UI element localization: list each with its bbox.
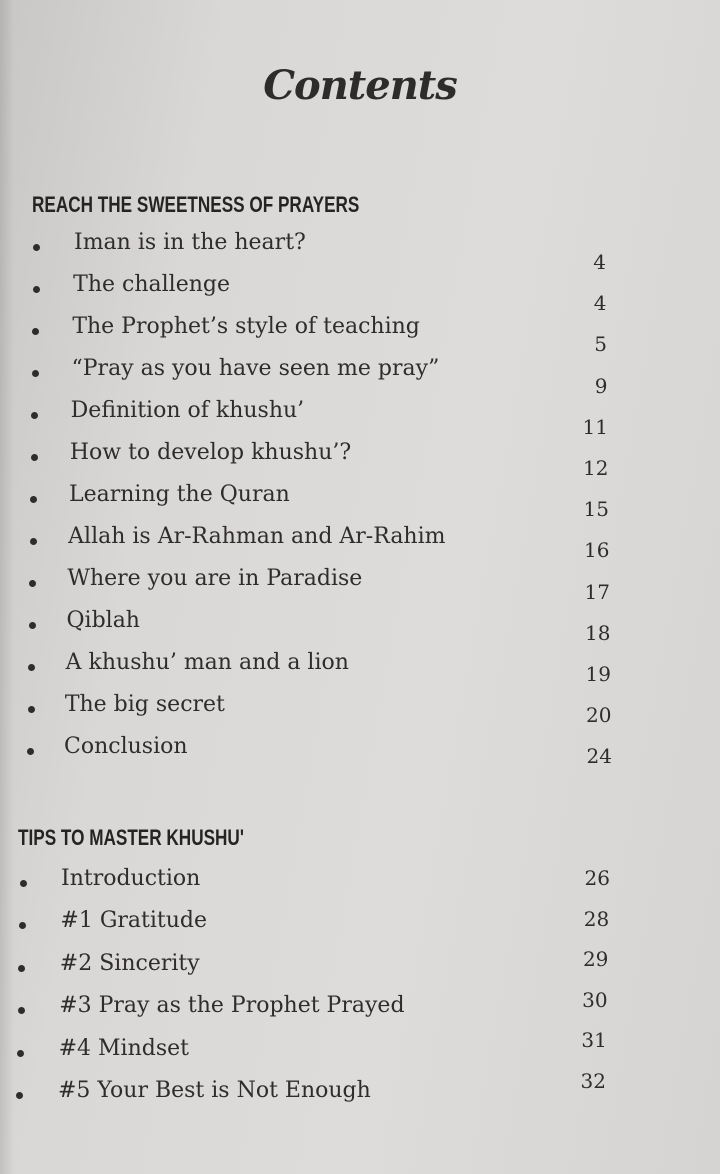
toc-entry: [0, 272, 720, 316]
bullet-icon: [18, 965, 25, 972]
toc-entry: [0, 566, 720, 606]
toc-entry-label: “Pray as you have seen me pray”: [71, 356, 440, 381]
toc-entry-label: Learning the Quran: [69, 482, 290, 507]
bullet-icon: [33, 286, 40, 293]
toc-entry-page-number: 11: [582, 414, 608, 439]
toc-entry-label: #5 Your Best is Not Enough: [58, 1078, 371, 1103]
bullet-icon: [32, 328, 39, 335]
toc-entry-label: #3 Pray as the Prophet Prayed: [59, 993, 405, 1019]
toc-entry-page-number: 5: [594, 332, 607, 357]
toc-entry-page-number: 4: [593, 250, 606, 274]
bullet-icon: [33, 244, 40, 251]
bullet-icon: [19, 922, 26, 929]
toc-entry-page-number: 28: [583, 906, 610, 931]
toc-entry-label: Iman is in the heart?: [74, 230, 306, 255]
toc-entry: [0, 398, 720, 438]
bullet-icon: [32, 370, 39, 377]
toc-entry: [0, 356, 720, 396]
toc-entry-label: Allah is Ar-Rahman and Ar-Rahim: [68, 524, 446, 549]
bullet-icon: [18, 1007, 25, 1014]
toc-entry: [0, 908, 720, 948]
toc-entry-page-number: 19: [585, 662, 611, 686]
toc-entry-page-number: 30: [582, 987, 608, 1012]
toc-entry: [0, 314, 720, 357]
toc-entry: [0, 608, 720, 648]
toc-entry: [0, 650, 720, 690]
toc-entry-page-number: 32: [580, 1069, 606, 1093]
toc-entry-label: #4 Mindset: [58, 1035, 189, 1061]
toc-entry-page-number: 16: [584, 538, 610, 563]
toc-entry-label: Definition of khushu’: [70, 398, 305, 423]
toc-entry-label: Where you are in Paradise: [67, 566, 363, 591]
bullet-icon: [28, 706, 35, 713]
toc-entry: [0, 866, 720, 906]
section-heading-2: TIPS TO MASTER KHUSHU': [18, 825, 244, 850]
bullet-icon: [27, 748, 34, 755]
bullet-icon: [17, 1050, 24, 1057]
toc-entry-label: Conclusion: [64, 734, 188, 759]
toc-entry-label: The Prophet’s style of teaching: [72, 314, 420, 339]
bullet-icon: [30, 496, 37, 503]
toc-entry-label: Introduction: [61, 866, 201, 891]
toc-entry: [0, 692, 720, 732]
toc-entry-page-number: 17: [584, 579, 610, 604]
bullet-icon: [16, 1092, 23, 1099]
bullet-icon: [20, 880, 27, 887]
toc-entry-page-number: 18: [585, 620, 611, 645]
toc-entry-label: Qiblah: [66, 608, 140, 633]
toc-entry: [0, 230, 720, 274]
toc-entry-page-number: 29: [582, 947, 609, 972]
toc-entry-page-number: 24: [586, 744, 612, 769]
toc-entry-page-number: 20: [586, 703, 612, 728]
bullet-icon: [28, 664, 35, 671]
toc-entry: [0, 987, 720, 1033]
toc-entry: [0, 734, 720, 774]
toc-entry: [0, 947, 720, 991]
toc-entry-label: A khushu’ man and a lion: [65, 650, 349, 675]
bullet-icon: [30, 538, 37, 545]
toc-entry: [0, 1069, 720, 1118]
toc-entry: [0, 1028, 720, 1076]
toc-entry-label: The challenge: [73, 272, 230, 297]
toc-entry-label: The big secret: [64, 692, 225, 717]
toc-entry-page-number: 4: [593, 291, 607, 316]
bullet-icon: [31, 412, 38, 419]
toc-entry-page-number: 31: [581, 1028, 607, 1053]
toc-entry: [0, 482, 720, 522]
toc-entry-page-number: 15: [583, 497, 609, 522]
toc-entry-page-number: 12: [583, 456, 609, 480]
toc-entry-label: #2 Sincerity: [59, 950, 200, 976]
toc-entry: [0, 440, 720, 480]
bullet-icon: [29, 622, 36, 629]
toc-entry-page-number: 26: [584, 866, 610, 890]
toc-entry-label: #1 Gratitude: [60, 908, 208, 934]
bullet-icon: [31, 454, 38, 461]
toc-entry-label: How to develop khushu’?: [69, 440, 352, 465]
contents-title: Contents: [263, 62, 457, 109]
section-heading-1: REACH THE SWEETNESS OF PRAYERS: [32, 192, 360, 217]
toc-entry: [0, 524, 720, 564]
bullet-icon: [29, 580, 36, 587]
toc-entry-page-number: 9: [594, 373, 608, 398]
